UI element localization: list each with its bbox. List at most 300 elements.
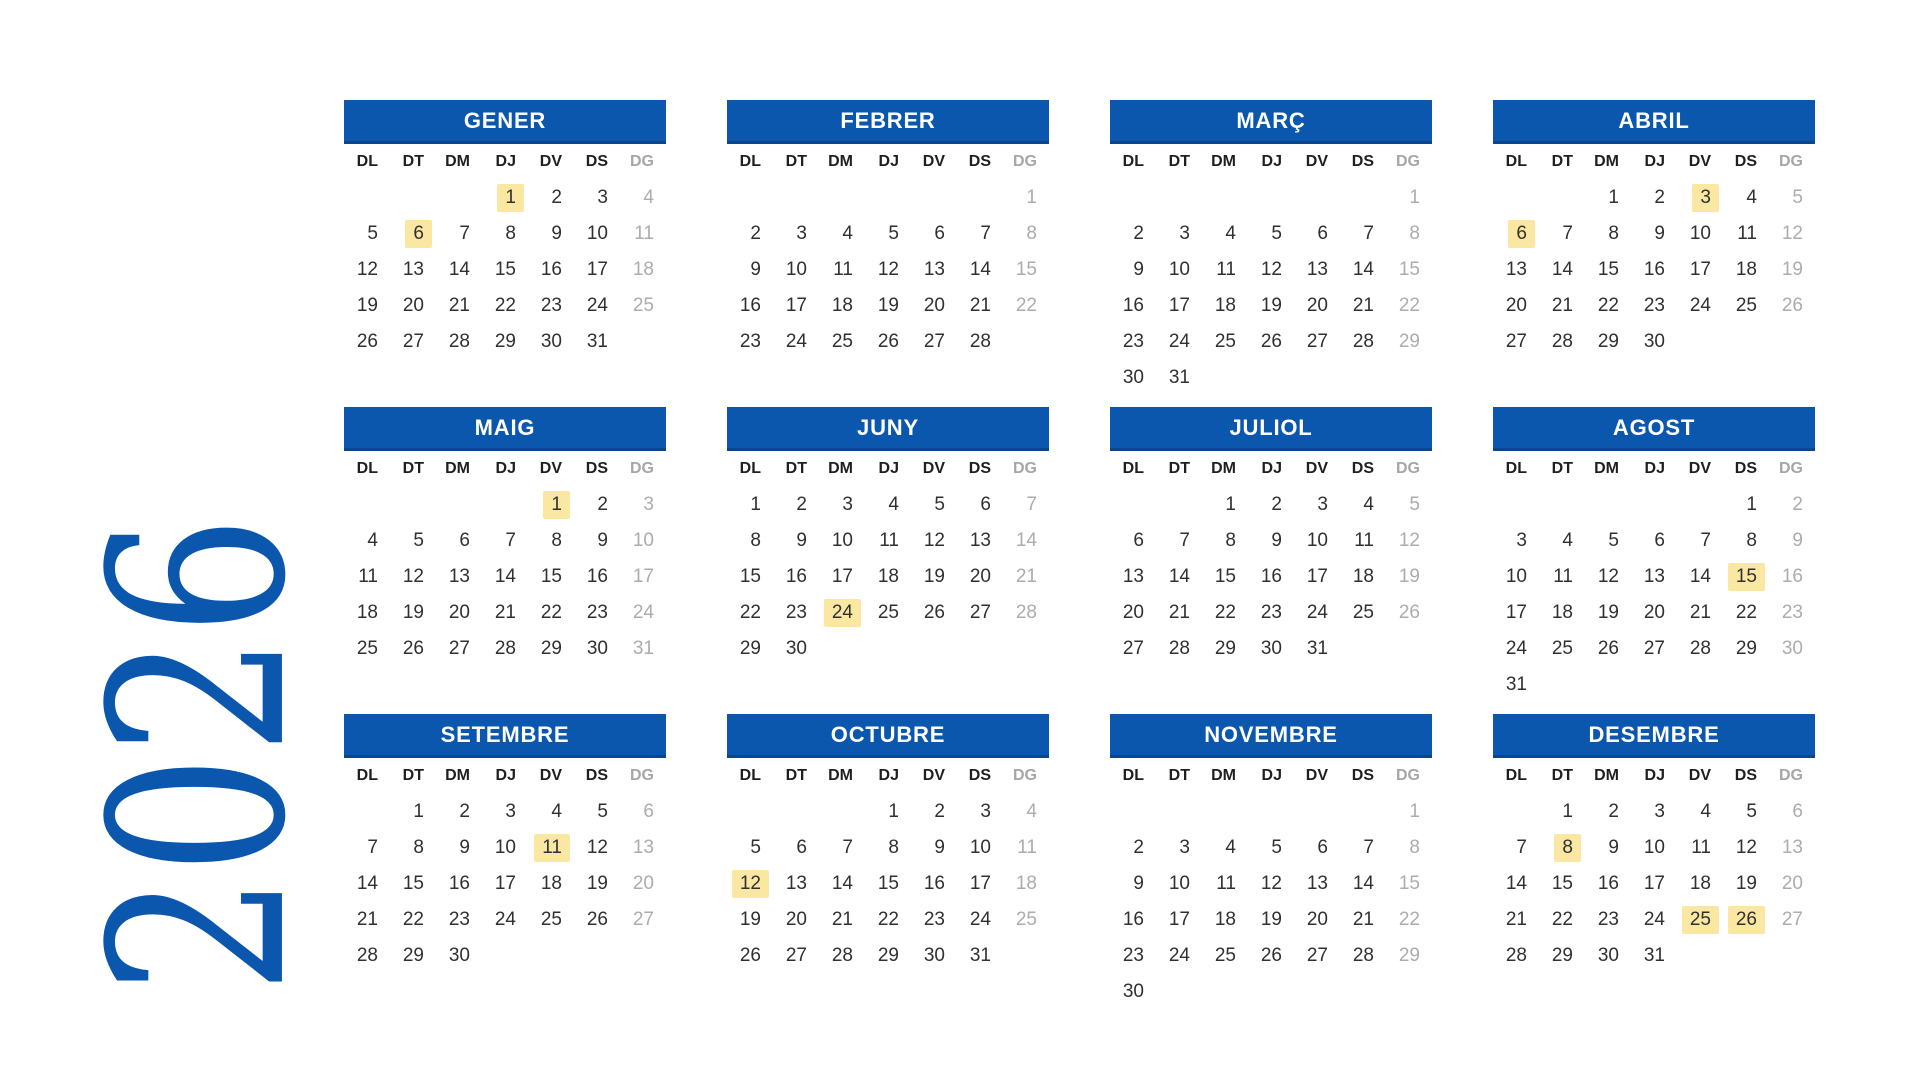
date-cell <box>1677 559 1723 595</box>
date-number: 29 <box>1398 945 1420 966</box>
date-cell <box>1110 216 1156 252</box>
empty-date-cell <box>1539 667 1585 703</box>
weekday-header-dl: DL <box>1505 767 1527 784</box>
weekday-header-dv: DV <box>1688 153 1711 170</box>
date-number: 12 <box>1781 223 1803 244</box>
empty-date-cell <box>1340 360 1386 396</box>
date-cell <box>574 288 620 324</box>
weekday-header-ds: DS <box>1351 153 1374 170</box>
weekday-header-dl: DL <box>356 153 378 170</box>
date-number: 17 <box>831 566 853 587</box>
date-number: 10 <box>785 259 807 280</box>
week-row <box>1110 559 1432 595</box>
date-number: 28 <box>1689 638 1711 659</box>
date-cell <box>1003 216 1049 252</box>
week-row <box>1110 360 1432 396</box>
date-number: 23 <box>785 602 807 623</box>
date-cell <box>1340 252 1386 288</box>
empty-date-cell <box>727 180 773 216</box>
date-cell <box>1585 938 1631 974</box>
weekday-header-dt: DT <box>785 153 807 170</box>
empty-date-cell <box>1003 631 1049 667</box>
date-number: 15 <box>540 566 562 587</box>
date-number: 1 <box>497 184 524 212</box>
date-number: 22 <box>402 909 424 930</box>
date-number: 10 <box>1643 837 1665 858</box>
date-number: 16 <box>785 566 807 587</box>
date-cell <box>436 559 482 595</box>
week-row <box>1493 252 1815 288</box>
weekday-header-dm: DM <box>1594 767 1619 784</box>
week-row <box>1493 902 1815 938</box>
date-number: 1 <box>1409 187 1420 208</box>
date-number: 8 <box>505 223 516 244</box>
date-number: 14 <box>448 259 470 280</box>
month-octubre <box>727 714 1049 1010</box>
week-row <box>1493 360 1815 396</box>
date-number: 23 <box>1643 295 1665 316</box>
date-number: 31 <box>969 945 991 966</box>
date-cell <box>390 902 436 938</box>
date-number: 17 <box>1689 259 1711 280</box>
empty-date-cell <box>482 974 528 1010</box>
week-row <box>727 974 1049 1010</box>
date-number: 29 <box>739 638 761 659</box>
date-cell <box>1294 324 1340 360</box>
date-cell <box>1340 559 1386 595</box>
date-number: 6 <box>1508 220 1535 248</box>
date-cell <box>911 487 957 523</box>
date-cell <box>1386 830 1432 866</box>
date-number: 2 <box>597 494 608 515</box>
holiday-date-cell <box>528 830 574 866</box>
date-cell <box>1585 794 1631 830</box>
date-cell <box>1723 794 1769 830</box>
date-cell <box>1294 902 1340 938</box>
empty-date-cell <box>620 324 666 360</box>
date-cell <box>574 180 620 216</box>
date-number: 26 <box>586 909 608 930</box>
week-row <box>1110 216 1432 252</box>
date-cell <box>482 324 528 360</box>
date-number: 6 <box>980 494 991 515</box>
date-cell <box>819 830 865 866</box>
empty-date-cell <box>1248 360 1294 396</box>
empty-date-cell <box>344 974 390 1010</box>
date-number: 15 <box>1398 259 1420 280</box>
empty-date-cell <box>1386 667 1432 703</box>
empty-date-cell <box>1723 938 1769 974</box>
date-number: 12 <box>1260 873 1282 894</box>
date-number: 8 <box>1746 530 1757 551</box>
empty-date-cell <box>344 794 390 830</box>
date-cell <box>482 794 528 830</box>
empty-date-cell <box>436 667 482 703</box>
date-number: 5 <box>1746 801 1757 822</box>
date-cell <box>1585 252 1631 288</box>
date-number: 7 <box>842 837 853 858</box>
empty-date-cell <box>1248 974 1294 1010</box>
date-number: 24 <box>494 909 516 930</box>
date-number: 6 <box>1133 530 1144 551</box>
empty-date-cell <box>773 974 819 1010</box>
date-cell <box>1248 902 1294 938</box>
holiday-date-cell <box>1723 902 1769 938</box>
date-cell <box>528 324 574 360</box>
date-number: 22 <box>1398 909 1420 930</box>
date-number: 28 <box>448 331 470 352</box>
empty-date-cell <box>574 938 620 974</box>
empty-date-cell <box>1340 667 1386 703</box>
weekday-header-dt: DT <box>1551 153 1573 170</box>
date-number: 4 <box>1225 223 1236 244</box>
date-number: 18 <box>1551 602 1573 623</box>
date-number: 22 <box>1214 602 1236 623</box>
date-number: 24 <box>1168 331 1190 352</box>
date-cell <box>436 794 482 830</box>
week-row <box>727 830 1049 866</box>
date-number: 26 <box>1398 602 1420 623</box>
empty-date-cell <box>1585 667 1631 703</box>
month-title-bar <box>344 714 666 758</box>
month-body <box>727 794 1049 1010</box>
date-number: 12 <box>586 837 608 858</box>
month-title: NOVEMBRE <box>1204 721 1338 747</box>
date-cell <box>1677 794 1723 830</box>
date-cell <box>1156 938 1202 974</box>
weekday-header-row <box>344 758 666 794</box>
date-number: 19 <box>877 295 899 316</box>
weekday-header-row <box>1110 451 1432 487</box>
date-cell <box>1631 866 1677 902</box>
date-cell <box>1156 595 1202 631</box>
date-cell <box>1156 288 1202 324</box>
week-row <box>1493 667 1815 703</box>
date-cell <box>1677 288 1723 324</box>
date-number: 7 <box>459 223 470 244</box>
date-cell <box>528 559 574 595</box>
date-cell <box>574 559 620 595</box>
date-number: 29 <box>1398 331 1420 352</box>
date-number: 9 <box>1133 873 1144 894</box>
date-number: 8 <box>888 837 899 858</box>
empty-date-cell <box>911 360 957 396</box>
date-cell <box>1110 631 1156 667</box>
date-number: 15 <box>1551 873 1573 894</box>
date-cell <box>344 559 390 595</box>
empty-date-cell <box>436 974 482 1010</box>
date-cell <box>1340 902 1386 938</box>
date-cell <box>911 288 957 324</box>
date-cell <box>1539 631 1585 667</box>
date-cell <box>1248 288 1294 324</box>
weekday-header-dm: DM <box>1211 460 1236 477</box>
date-cell <box>727 523 773 559</box>
date-number: 1 <box>543 491 570 519</box>
date-cell <box>1248 938 1294 974</box>
date-cell <box>819 938 865 974</box>
date-cell <box>957 487 1003 523</box>
date-cell <box>482 866 528 902</box>
date-cell <box>344 631 390 667</box>
empty-date-cell <box>528 974 574 1010</box>
date-cell <box>390 938 436 974</box>
month-title: OCTUBRE <box>830 721 946 747</box>
week-row <box>727 667 1049 703</box>
empty-date-cell <box>1156 974 1202 1010</box>
date-number: 16 <box>1260 566 1282 587</box>
date-number: 3 <box>1654 801 1665 822</box>
date-cell <box>482 902 528 938</box>
week-row <box>344 487 666 523</box>
empty-date-cell <box>911 631 957 667</box>
date-number: 3 <box>1516 530 1527 551</box>
weekday-header-dj: DJ <box>495 460 516 477</box>
date-number: 9 <box>459 837 470 858</box>
empty-date-cell <box>390 974 436 1010</box>
date-number: 8 <box>1409 223 1420 244</box>
date-cell <box>1110 866 1156 902</box>
date-cell <box>620 523 666 559</box>
weekday-header-dt: DT <box>1551 460 1573 477</box>
date-cell <box>911 938 957 974</box>
date-number: 22 <box>877 909 899 930</box>
weekday-header-dg: DG <box>630 460 654 477</box>
date-cell <box>1769 559 1815 595</box>
date-cell <box>1539 902 1585 938</box>
empty-date-cell <box>1110 487 1156 523</box>
week-row <box>1110 794 1432 830</box>
date-number: 1 <box>1562 801 1573 822</box>
date-number: 30 <box>540 331 562 352</box>
date-cell <box>1493 523 1539 559</box>
date-cell <box>911 252 957 288</box>
date-cell <box>1493 667 1539 703</box>
date-number: 25 <box>632 295 654 316</box>
date-cell <box>1631 595 1677 631</box>
date-cell <box>1156 252 1202 288</box>
empty-date-cell <box>1539 360 1585 396</box>
date-number: 10 <box>1689 223 1711 244</box>
date-cell <box>390 288 436 324</box>
empty-date-cell <box>1631 667 1677 703</box>
date-number: 4 <box>1746 187 1757 208</box>
weekday-header-dg: DG <box>1396 767 1420 784</box>
date-number: 1 <box>1409 801 1420 822</box>
date-number: 15 <box>1597 259 1619 280</box>
month-title: ABRIL <box>1618 107 1690 133</box>
date-number: 5 <box>1271 837 1282 858</box>
empty-date-cell <box>819 180 865 216</box>
date-number: 23 <box>1781 602 1803 623</box>
date-number: 15 <box>739 566 761 587</box>
date-number: 2 <box>750 223 761 244</box>
date-number: 20 <box>1643 602 1665 623</box>
week-row <box>1493 938 1815 974</box>
date-number: 7 <box>505 530 516 551</box>
weekday-header-row <box>727 758 1049 794</box>
date-number: 7 <box>1562 223 1573 244</box>
weekday-header-dm: DM <box>1594 153 1619 170</box>
date-number: 26 <box>1260 945 1282 966</box>
date-cell <box>1539 288 1585 324</box>
date-number: 20 <box>632 873 654 894</box>
week-row <box>344 974 666 1010</box>
empty-date-cell <box>1202 360 1248 396</box>
date-cell <box>1493 559 1539 595</box>
date-cell <box>1723 830 1769 866</box>
week-row <box>1110 667 1432 703</box>
date-cell <box>436 830 482 866</box>
weekday-header-ds: DS <box>1351 460 1374 477</box>
empty-date-cell <box>620 667 666 703</box>
empty-date-cell <box>1769 974 1815 1010</box>
date-number: 2 <box>1608 801 1619 822</box>
date-cell <box>1585 631 1631 667</box>
date-number: 18 <box>831 295 853 316</box>
empty-date-cell <box>865 631 911 667</box>
month-title: JULIOL <box>1229 414 1313 440</box>
date-number: 12 <box>877 259 899 280</box>
date-number: 12 <box>1597 566 1619 587</box>
week-row <box>1110 252 1432 288</box>
date-cell <box>911 324 957 360</box>
date-cell <box>1493 830 1539 866</box>
date-cell <box>436 595 482 631</box>
date-cell <box>957 595 1003 631</box>
date-cell <box>1248 216 1294 252</box>
date-number: 16 <box>1597 873 1619 894</box>
date-cell <box>1585 523 1631 559</box>
date-cell <box>773 523 819 559</box>
date-number: 5 <box>934 494 945 515</box>
empty-date-cell <box>1723 667 1769 703</box>
empty-date-cell <box>1202 667 1248 703</box>
date-cell <box>1202 830 1248 866</box>
week-row <box>727 324 1049 360</box>
date-number: 23 <box>923 909 945 930</box>
date-cell <box>344 595 390 631</box>
date-cell <box>773 216 819 252</box>
date-number: 29 <box>1597 331 1619 352</box>
date-number: 24 <box>586 295 608 316</box>
week-row <box>1493 830 1815 866</box>
week-row <box>1493 794 1815 830</box>
date-number: 16 <box>540 259 562 280</box>
empty-date-cell <box>1493 180 1539 216</box>
month-agost <box>1493 407 1815 703</box>
date-number: 14 <box>1168 566 1190 587</box>
weekday-header-dm: DM <box>445 460 470 477</box>
date-number: 16 <box>923 873 945 894</box>
date-number: 5 <box>888 223 899 244</box>
date-number: 30 <box>1597 945 1619 966</box>
date-number: 23 <box>540 295 562 316</box>
weekday-header-ds: DS <box>1351 767 1374 784</box>
date-cell <box>1631 180 1677 216</box>
empty-date-cell <box>1493 360 1539 396</box>
weekday-header-row <box>344 144 666 180</box>
date-number: 31 <box>1643 945 1665 966</box>
date-number: 19 <box>1260 295 1282 316</box>
empty-date-cell <box>819 631 865 667</box>
date-number: 16 <box>1781 566 1803 587</box>
date-cell <box>1677 216 1723 252</box>
empty-date-cell <box>620 360 666 396</box>
date-cell <box>1386 324 1432 360</box>
date-number: 18 <box>1352 566 1374 587</box>
weekday-header-dl: DL <box>1505 460 1527 477</box>
date-number: 29 <box>1735 638 1757 659</box>
date-cell <box>1493 902 1539 938</box>
month-title-bar <box>1110 714 1432 758</box>
date-cell <box>1386 794 1432 830</box>
date-cell <box>528 288 574 324</box>
weekday-header-dt: DT <box>402 767 424 784</box>
date-number: 28 <box>1015 602 1037 623</box>
date-cell <box>1156 830 1202 866</box>
date-cell <box>819 252 865 288</box>
weekday-header-dv: DV <box>1305 153 1328 170</box>
date-number: 1 <box>1608 187 1619 208</box>
date-number: 26 <box>356 331 378 352</box>
date-cell <box>1386 216 1432 252</box>
week-row <box>1110 523 1432 559</box>
weekday-header-row <box>1110 144 1432 180</box>
date-number: 3 <box>505 801 516 822</box>
date-number: 30 <box>586 638 608 659</box>
date-cell <box>1493 595 1539 631</box>
date-number: 4 <box>1700 801 1711 822</box>
empty-date-cell <box>727 360 773 396</box>
date-number: 23 <box>1597 909 1619 930</box>
date-number: 14 <box>1015 530 1037 551</box>
date-cell <box>482 830 528 866</box>
date-cell <box>436 252 482 288</box>
weekday-header-dv: DV <box>539 767 562 784</box>
week-row <box>1110 938 1432 974</box>
empty-date-cell <box>957 667 1003 703</box>
weekday-header-ds: DS <box>968 153 991 170</box>
date-number: 30 <box>448 945 470 966</box>
empty-date-cell <box>1294 974 1340 1010</box>
date-cell <box>727 216 773 252</box>
date-cell <box>773 487 819 523</box>
month-title: AGOST <box>1612 414 1696 440</box>
weekday-header-dg: DG <box>1013 460 1037 477</box>
empty-date-cell <box>727 794 773 830</box>
date-cell <box>773 595 819 631</box>
date-number: 21 <box>1689 602 1711 623</box>
week-row <box>727 360 1049 396</box>
date-cell <box>1248 252 1294 288</box>
date-cell <box>865 902 911 938</box>
date-number: 26 <box>877 331 899 352</box>
weekday-header-dt: DT <box>402 153 424 170</box>
week-row <box>1110 974 1432 1010</box>
date-number: 23 <box>1260 602 1282 623</box>
weekday-header-dl: DL <box>1505 153 1527 170</box>
date-number: 19 <box>1735 873 1757 894</box>
date-number: 7 <box>1179 530 1190 551</box>
empty-date-cell <box>773 794 819 830</box>
date-number: 24 <box>1306 602 1328 623</box>
date-cell <box>819 487 865 523</box>
date-cell <box>1539 938 1585 974</box>
date-cell <box>1585 288 1631 324</box>
date-number: 12 <box>1260 259 1282 280</box>
date-cell <box>620 252 666 288</box>
